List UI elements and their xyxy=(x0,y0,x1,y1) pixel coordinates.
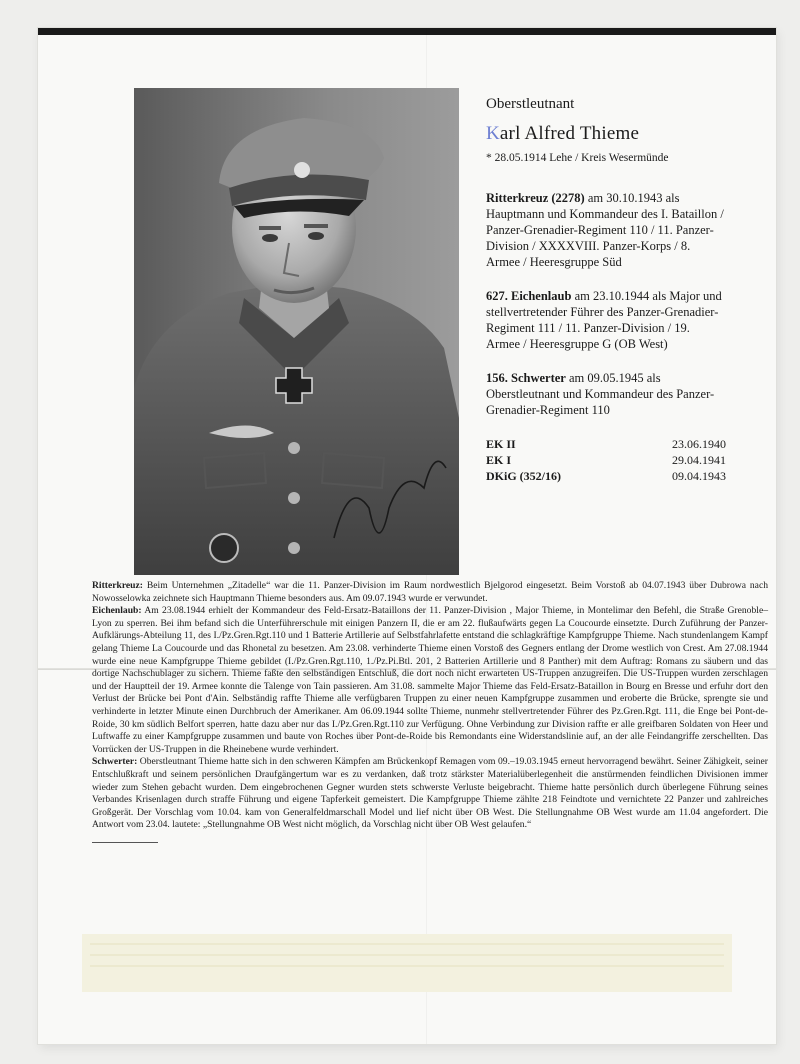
decoration-date: 23.06.1940 xyxy=(672,437,726,451)
paragraph-label: Schwerter: xyxy=(92,756,138,768)
paragraph-label: Ritterkreuz: xyxy=(92,580,143,591)
paragraph-eichenlaub xyxy=(92,605,768,756)
paragraph-text: Am 23.08.1944 erhielt der Kommandeur des Feld-Ersatz-Bataillons der 11. Panzer-Division , Major Thieme, in Montelimar den Befehl, die Straße Grenoble–Lyon zu sperren. Bei ihm befand sich die Unterführerschule mit einigen Panzern II, die er am 22. flußaufwärts gegen La Coucourde einsetzte. Durch Zuführung der Panzer-Aufklärungs-Abteilung 11, des I./Pz.Gren.Rgt.110 und 1 Batterie Artillerie auf Selbstfahrlafette entstand die schlagkräftige Kampfgruppe Thieme. Nach stundenlangem Kampf gelang Thieme La Coucourde und das Rhonetal zu besetzen. Am 23.08. verhinderte Thieme einen Vorstoß des Gegners entlang der Drome westlich von Crest. Am 27.08.1944 wurde eine neue Kampfgruppe Thieme gebildet (I./Pz.Gren.Rgt.110, 1./Pz.Pi.Btl. 201, 2 Batterien Artillerie und 8 Panther) mit dem Auftrag: Romans zu säubern und das dortige Nachschublager zu sichern. Thieme faßte den selbständigen Entschluß, die dort noch nicht erwarteten US-Truppen anzugreifen. Die US-Truppen wurden zerschlagen und der Hauptteil der 19. Armee konnte die Talenge von Tain passieren. Am 31.08. sammelte Major Thieme das Feld-Ersatz-Bataillon in Bourg en Bresse und erfuhr dort den Verlust der Brücke bei Pont d'Ain. Selbständig raffte Thieme alle verfügbaren Truppen zu einer neuen Kampfgruppe zusammen und eroberte die Brücke, sprengte sie und verhinderte in letzter Minute einen Durchbruch der Amerikaner. Am 06.09.1944 sollte Thieme, nunmehr stellvertretender Führer des Pz.Gren.Rgt. 111, die Enge bei Pont-de-Roide, 30 km südlich Belfort sperren, hatte dazu aber nur das I./Pz.Gren.Rgt.110 zur Verfügung. Ohne Verbindung zur Division raffte er alle greifbaren Soldaten von Heer und Luftwaffe zu einer Kampfgruppe zusammen und baute von Roches über Pont-de-Roide bis Remondants eine Widerstandslinie auf, an der alle Feindangriffe zerschellten. Das Vorrücken der US-Truppen in die Rheinebene wurde verhindert. xyxy=(92,605,768,755)
document-sheet xyxy=(38,28,776,1044)
decoration-name: DKiG (352/16) xyxy=(486,469,561,483)
decoration-row xyxy=(486,452,726,468)
award-eichenlaub xyxy=(486,288,726,352)
rank-title: Oberstleutnant xyxy=(486,96,575,112)
decoration-date: 09.04.1943 xyxy=(672,469,726,483)
faded-line xyxy=(90,943,724,945)
top-edge-bar xyxy=(38,28,776,35)
birth-line: * 28.05.1914 Lehe / Kreis Wesermünde xyxy=(486,152,669,164)
award-title: Ritterkreuz (2278) xyxy=(486,191,585,205)
info-column xyxy=(486,96,776,484)
decoration-row xyxy=(486,468,726,484)
award-text: am 09.05.1945 als Oberstleutnant und Kommandeur des Panzer-Grenadier-Regiment 110 xyxy=(486,371,715,417)
paragraph-text: Oberstleutnant Thieme hatte sich in den schweren Kämpfen am Brückenkopf Remagen vom 09.–19.03.1945 erneut hervorragend bewährt. Seiner Zähigkeit, seiner Entschlußkraft und seinem persönlichen Draufgängertum war es zu verdanken, daß trotz stärkster Materialüberlegenheit die anstürmenden feindlichen Divisionen immer wieder zum Stehen gebacht wurden. Dem eingebrochenen Gegner wurden stets schwerste Verluste beigebracht. Thieme hatte persönlich durch überlegene Führung seines Verbandes Krisenlagen durch straffe Führung und eigene Tapferkeit gemeistert. Die Kampfgruppe Thieme zählte 218 Feindtote und vernichtete 22 Panzer und zahlreiches Großgerät. Der Vorschlag vom 10.04. kam von Generalfeldmarschall Model und lief nicht über OB West. Die Stellungnahme OB West wurde am 11.04 angefordert. Die Antwort vom 23.04. lautete: „Stellungnahme OB West nicht möglich, da Vorschlag nicht über OB West gelaufen.“ xyxy=(92,756,768,831)
name-initial: K xyxy=(486,123,500,144)
decorations-list xyxy=(486,436,726,484)
decoration-date: 29.04.1941 xyxy=(672,453,726,467)
decoration-name: EK I xyxy=(486,453,512,467)
award-text: am 23.10.1944 als Major und stellvertretender Führer des Panzer-Grenadier-Regiment 111 / 11. Panzer-Division / 19. Armee / Heeresgruppe G (OB West) xyxy=(486,289,722,351)
award-ritterkreuz xyxy=(486,190,726,270)
footnote-rule xyxy=(92,842,158,843)
faded-line xyxy=(90,965,724,967)
decoration-name: EK II xyxy=(486,437,516,451)
paragraph-schwerter xyxy=(92,756,768,832)
award-title: 156. Schwerter xyxy=(486,371,566,385)
paragraph-label: Eichenlaub: xyxy=(92,605,142,617)
paragraph-text: Beim Unternehmen „Zitadelle“ war die 11. Panzer-Division im Raum nordwestlich Bjelgorod eingesetzt. Beim Vorstoß ab 04.07.1943 über Dubrowa nach Nowosselowka zeichnete sich Hauptmann Thieme besonders aus. Am 09.07.1943 wurde er verwundet. xyxy=(92,580,768,604)
name-rest: arl Alfred Thieme xyxy=(499,123,640,144)
decoration-row xyxy=(486,436,726,452)
faded-highlight-area xyxy=(82,934,732,992)
faded-line xyxy=(90,954,724,956)
award-schwerter xyxy=(486,370,726,418)
award-text: am 30.10.1943 als Hauptmann und Kommandeur des I. Bataillon / Panzer-Grenadier-Regiment 110 / 11. Panzer-Division / XXXXVIII. Panzer-Korps / 8. Armee / Heeresgruppe Süd xyxy=(486,191,724,269)
paragraph-ritterkreuz xyxy=(92,580,768,605)
body-text xyxy=(92,580,768,843)
award-title: 627. Eichenlaub xyxy=(486,289,572,303)
person-name xyxy=(486,123,776,144)
portrait-photo xyxy=(134,88,459,575)
